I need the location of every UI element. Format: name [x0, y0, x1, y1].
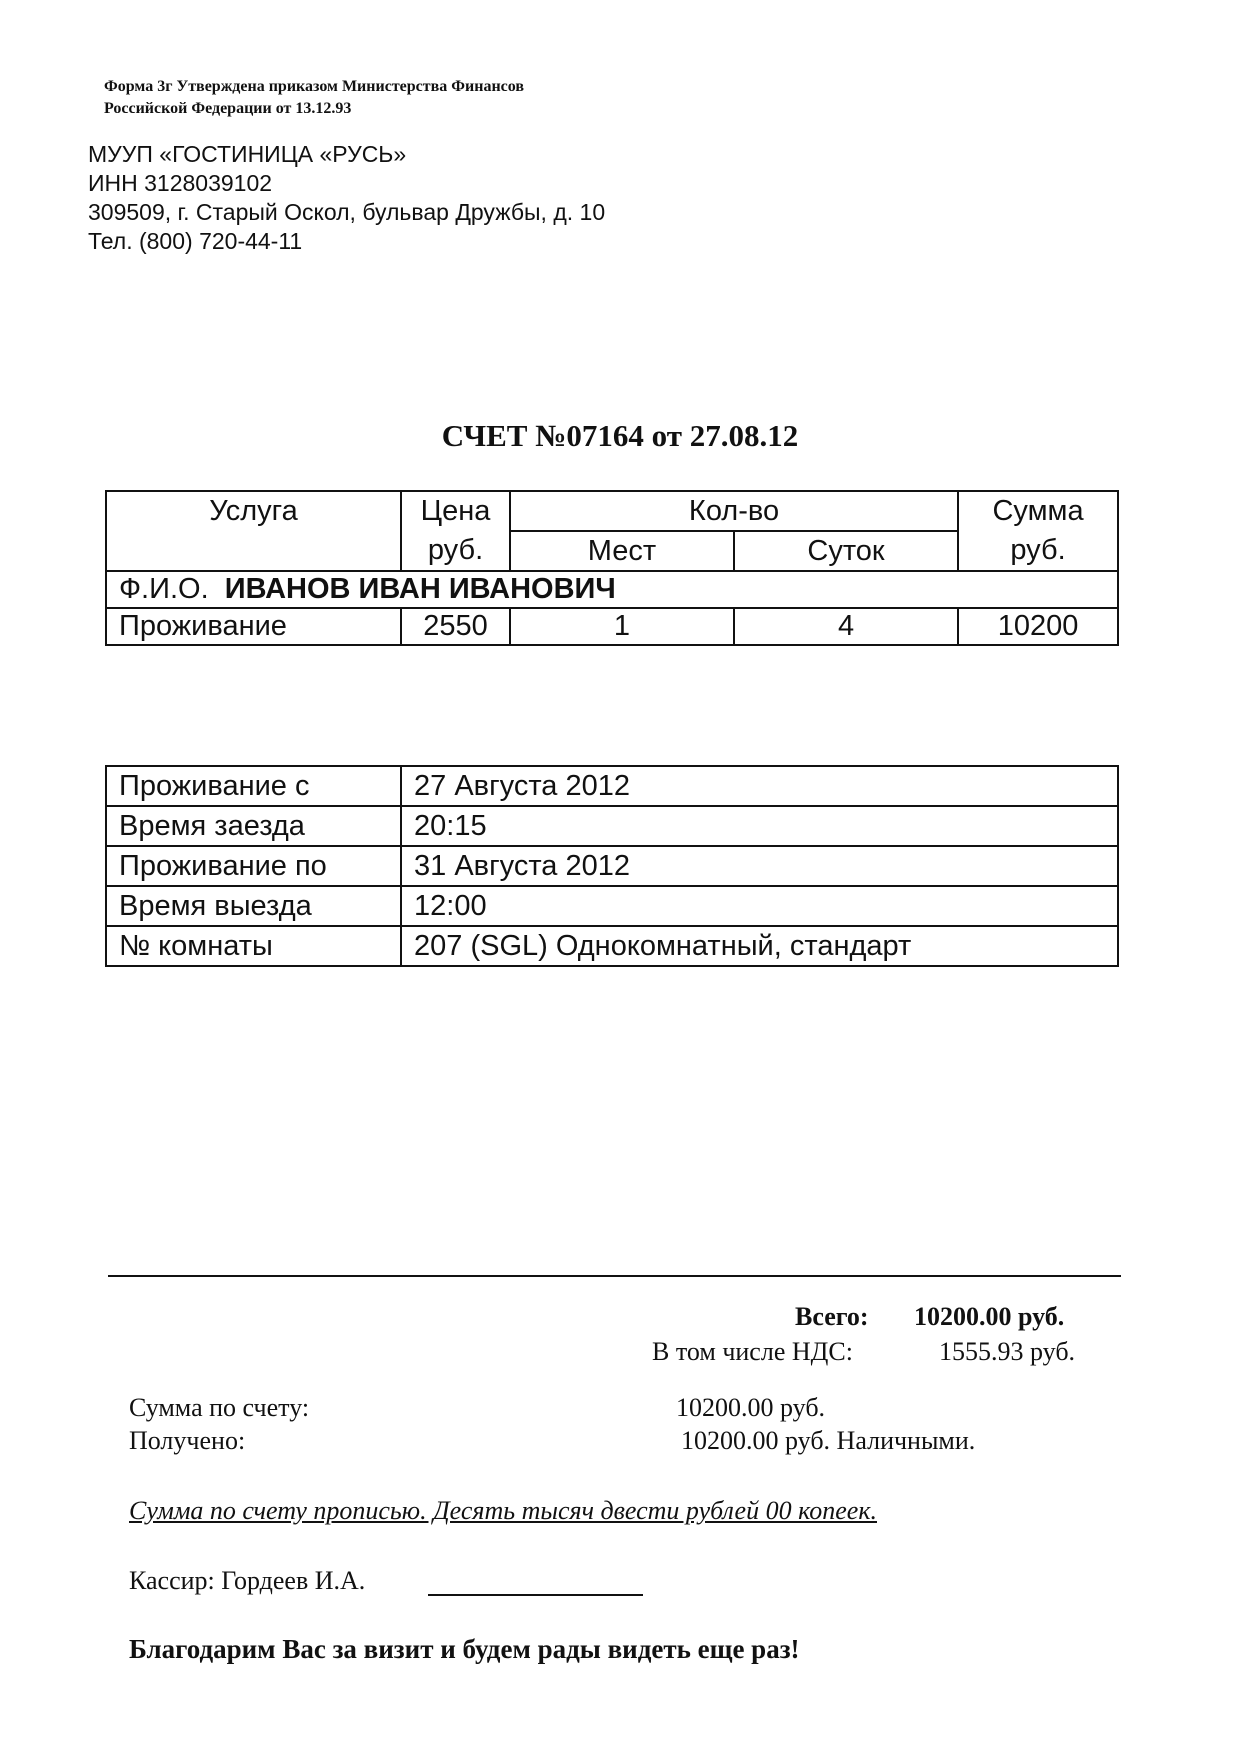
form-note-line-2: Российской Федерации от 13.12.93 — [104, 100, 352, 117]
table-row — [106, 846, 1118, 886]
stay-label: Проживание по — [106, 846, 401, 886]
table-row — [106, 806, 1118, 846]
col-service-header: Услуга — [106, 491, 401, 531]
thanks-message: Благодарим Вас за визит и будем рады видеть еще раз! — [129, 1634, 800, 1664]
received-value: 10200.00 руб. Наличными. — [681, 1426, 976, 1455]
stay-value: 207 (SGL) Однокомнатный, стандарт — [401, 926, 1118, 966]
col-service-header-cont — [106, 531, 401, 571]
sum-cell: 10200 — [958, 608, 1118, 645]
stay-label: Время выезда — [106, 886, 401, 926]
divider — [108, 1275, 1121, 1277]
table-row — [106, 926, 1118, 966]
table-row — [106, 608, 1118, 645]
places-cell: 1 — [510, 608, 734, 645]
stay-value: 20:15 — [401, 806, 1118, 846]
col-days-header: Суток — [734, 531, 958, 571]
col-price-header: Цена — [401, 491, 510, 531]
price-cell: 2550 — [401, 608, 510, 645]
service-cell: Проживание — [106, 608, 401, 645]
total-label: Всего: — [795, 1302, 869, 1331]
invoice-sum-label: Сумма по счету: — [129, 1393, 310, 1422]
invoice-title: СЧЕТ №07164 от 27.08.12 — [441, 418, 799, 453]
col-places-header: Мест — [510, 531, 734, 571]
services-table — [105, 490, 1119, 646]
table-row — [106, 766, 1118, 806]
form-note — [104, 76, 524, 120]
organization-block — [88, 140, 605, 256]
fio-row — [106, 571, 1118, 608]
org-phone: Тел. (800) 720-44-11 — [88, 228, 303, 254]
table-row — [106, 886, 1118, 926]
services-header-row-1 — [106, 491, 1118, 531]
guest-name-cell — [106, 571, 1118, 608]
col-price-unit: руб. — [401, 531, 510, 571]
col-qty-header: Кол-во — [510, 491, 958, 531]
days-cell: 4 — [734, 608, 958, 645]
stay-value: 12:00 — [401, 886, 1118, 926]
vat-label: В том числе НДС: — [652, 1337, 853, 1366]
stay-details-table — [105, 765, 1119, 967]
org-address: 309509, г. Старый Оскол, бульвар Дружбы, д. 10 — [88, 199, 606, 225]
signature-line — [428, 1594, 643, 1596]
total-value: 10200.00 руб. — [914, 1302, 1065, 1331]
cashier-label: Кассир: Гордеев И.А. — [129, 1566, 366, 1595]
org-name: МУУП «ГОСТИНИЦА «РУСЬ» — [88, 141, 407, 167]
col-sum-header: Сумма — [958, 491, 1118, 531]
form-note-line-1: Форма 3г Утверждена приказом Министерства Финансов — [104, 78, 525, 95]
invoice-sum-value: 10200.00 руб. — [676, 1393, 826, 1422]
col-sum-unit: руб. — [958, 531, 1118, 571]
vat-value: 1555.93 руб. — [939, 1337, 1076, 1366]
stay-value: 31 Августа 2012 — [401, 846, 1118, 886]
org-inn: ИНН 3128039102 — [88, 170, 273, 196]
received-label: Получено: — [129, 1426, 246, 1455]
guest-name: ИВАНОВ ИВАН ИВАНОВИЧ — [224, 573, 616, 605]
stay-value: 27 Августа 2012 — [401, 766, 1118, 806]
amount-in-words: Сумма по счету прописью. Десять тысяч двести рублей 00 копеек. — [129, 1496, 877, 1525]
services-header-row-2 — [106, 531, 1118, 571]
stay-label: № комнаты — [106, 926, 401, 966]
stay-label: Проживание с — [106, 766, 401, 806]
fio-label: Ф.И.О. — [119, 573, 209, 605]
stay-label: Время заезда — [106, 806, 401, 846]
